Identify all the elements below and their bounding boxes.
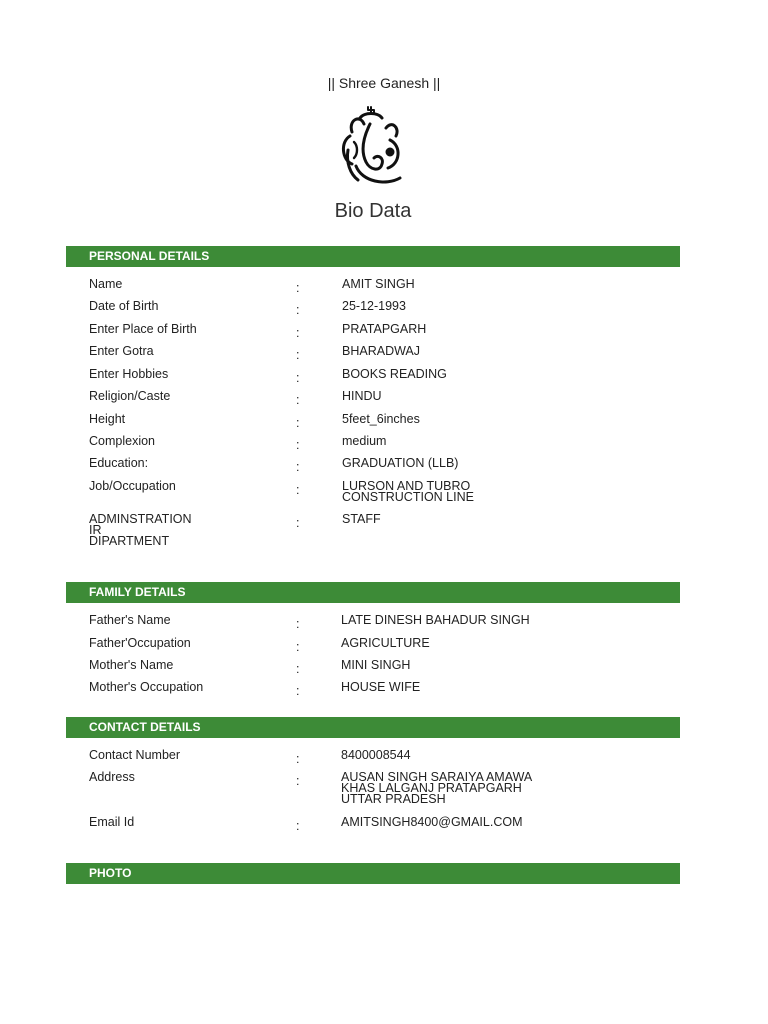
field-label: Enter Hobbies	[89, 367, 169, 381]
field-value: STAFF	[342, 512, 381, 526]
field-label: Height	[89, 412, 126, 426]
field-label: Address	[89, 770, 135, 784]
separator: :	[296, 326, 300, 340]
field-value: HINDU	[342, 389, 382, 403]
separator: :	[296, 438, 300, 452]
field-value: AMITSINGH8400@GMAIL.COM	[341, 815, 523, 829]
field-value: PRATAPGARH	[342, 322, 427, 336]
field-label: Name	[89, 277, 123, 291]
separator: :	[296, 281, 300, 295]
field-label: Date of Birth	[89, 299, 159, 313]
field-value: LURSON AND TUBRO CONSTRUCTION LINE	[342, 479, 474, 504]
separator: :	[296, 774, 300, 788]
field-label: Father'Occupation	[89, 636, 191, 650]
field-label: ADMINSTRATION IR DIPARTMENT	[89, 512, 192, 548]
field-label: Enter Gotra	[89, 344, 154, 358]
field-value: AMIT SINGH	[342, 277, 415, 291]
separator: :	[296, 371, 300, 385]
field-value: HOUSE WIFE	[341, 680, 421, 694]
separator: :	[296, 416, 300, 430]
field-value: BOOKS READING	[342, 367, 447, 381]
field-label: Mother's Occupation	[89, 680, 204, 694]
field-value: GRADUATION (LLB)	[342, 456, 459, 470]
field-label: Religion/Caste	[89, 389, 171, 403]
field-label: Enter Place of Birth	[89, 322, 197, 336]
field-value: AUSAN SINGH SARAIYA AMAWA KHAS LALGANJ PRATAPGARH UTTAR PRADESH	[341, 770, 533, 806]
field-label: Mother's Name	[89, 658, 174, 672]
page-title: Bio Data	[334, 200, 412, 222]
field-value: AGRICULTURE	[341, 636, 430, 650]
field-value: LATE DINESH BAHADUR SINGH	[341, 613, 530, 627]
field-value: MINI SINGH	[341, 658, 411, 672]
section-header-contact: CONTACT DETAILS	[66, 717, 680, 738]
field-label: Email Id	[89, 815, 135, 829]
field-label: Complexion	[89, 434, 156, 448]
invocation-text: || Shree Ganesh ||	[327, 75, 441, 91]
separator: :	[296, 640, 300, 654]
separator: :	[296, 684, 300, 698]
section-header-photo: PHOTO	[66, 863, 680, 884]
ganesh-icon	[330, 102, 410, 192]
section-header-personal: PERSONAL DETAILS	[66, 246, 680, 267]
field-value: BHARADWAJ	[342, 344, 421, 358]
separator: :	[296, 752, 300, 766]
separator: :	[296, 516, 300, 530]
section-header-family: FAMILY DETAILS	[66, 582, 680, 603]
field-label: Contact Number	[89, 748, 181, 762]
separator: :	[296, 460, 300, 474]
separator: :	[296, 393, 300, 407]
field-value: 8400008544	[341, 748, 411, 762]
separator: :	[296, 348, 300, 362]
separator: :	[296, 617, 300, 631]
field-label: Job/Occupation	[89, 479, 176, 493]
field-value: 5feet_6inches	[342, 412, 420, 426]
field-label: Education:	[89, 456, 149, 470]
separator: :	[296, 483, 300, 497]
field-value: medium	[342, 434, 387, 448]
separator: :	[296, 662, 300, 676]
separator: :	[296, 819, 300, 833]
separator: :	[296, 303, 300, 317]
field-value: 25-12-1993	[342, 299, 406, 313]
field-label: Father's Name	[89, 613, 171, 627]
